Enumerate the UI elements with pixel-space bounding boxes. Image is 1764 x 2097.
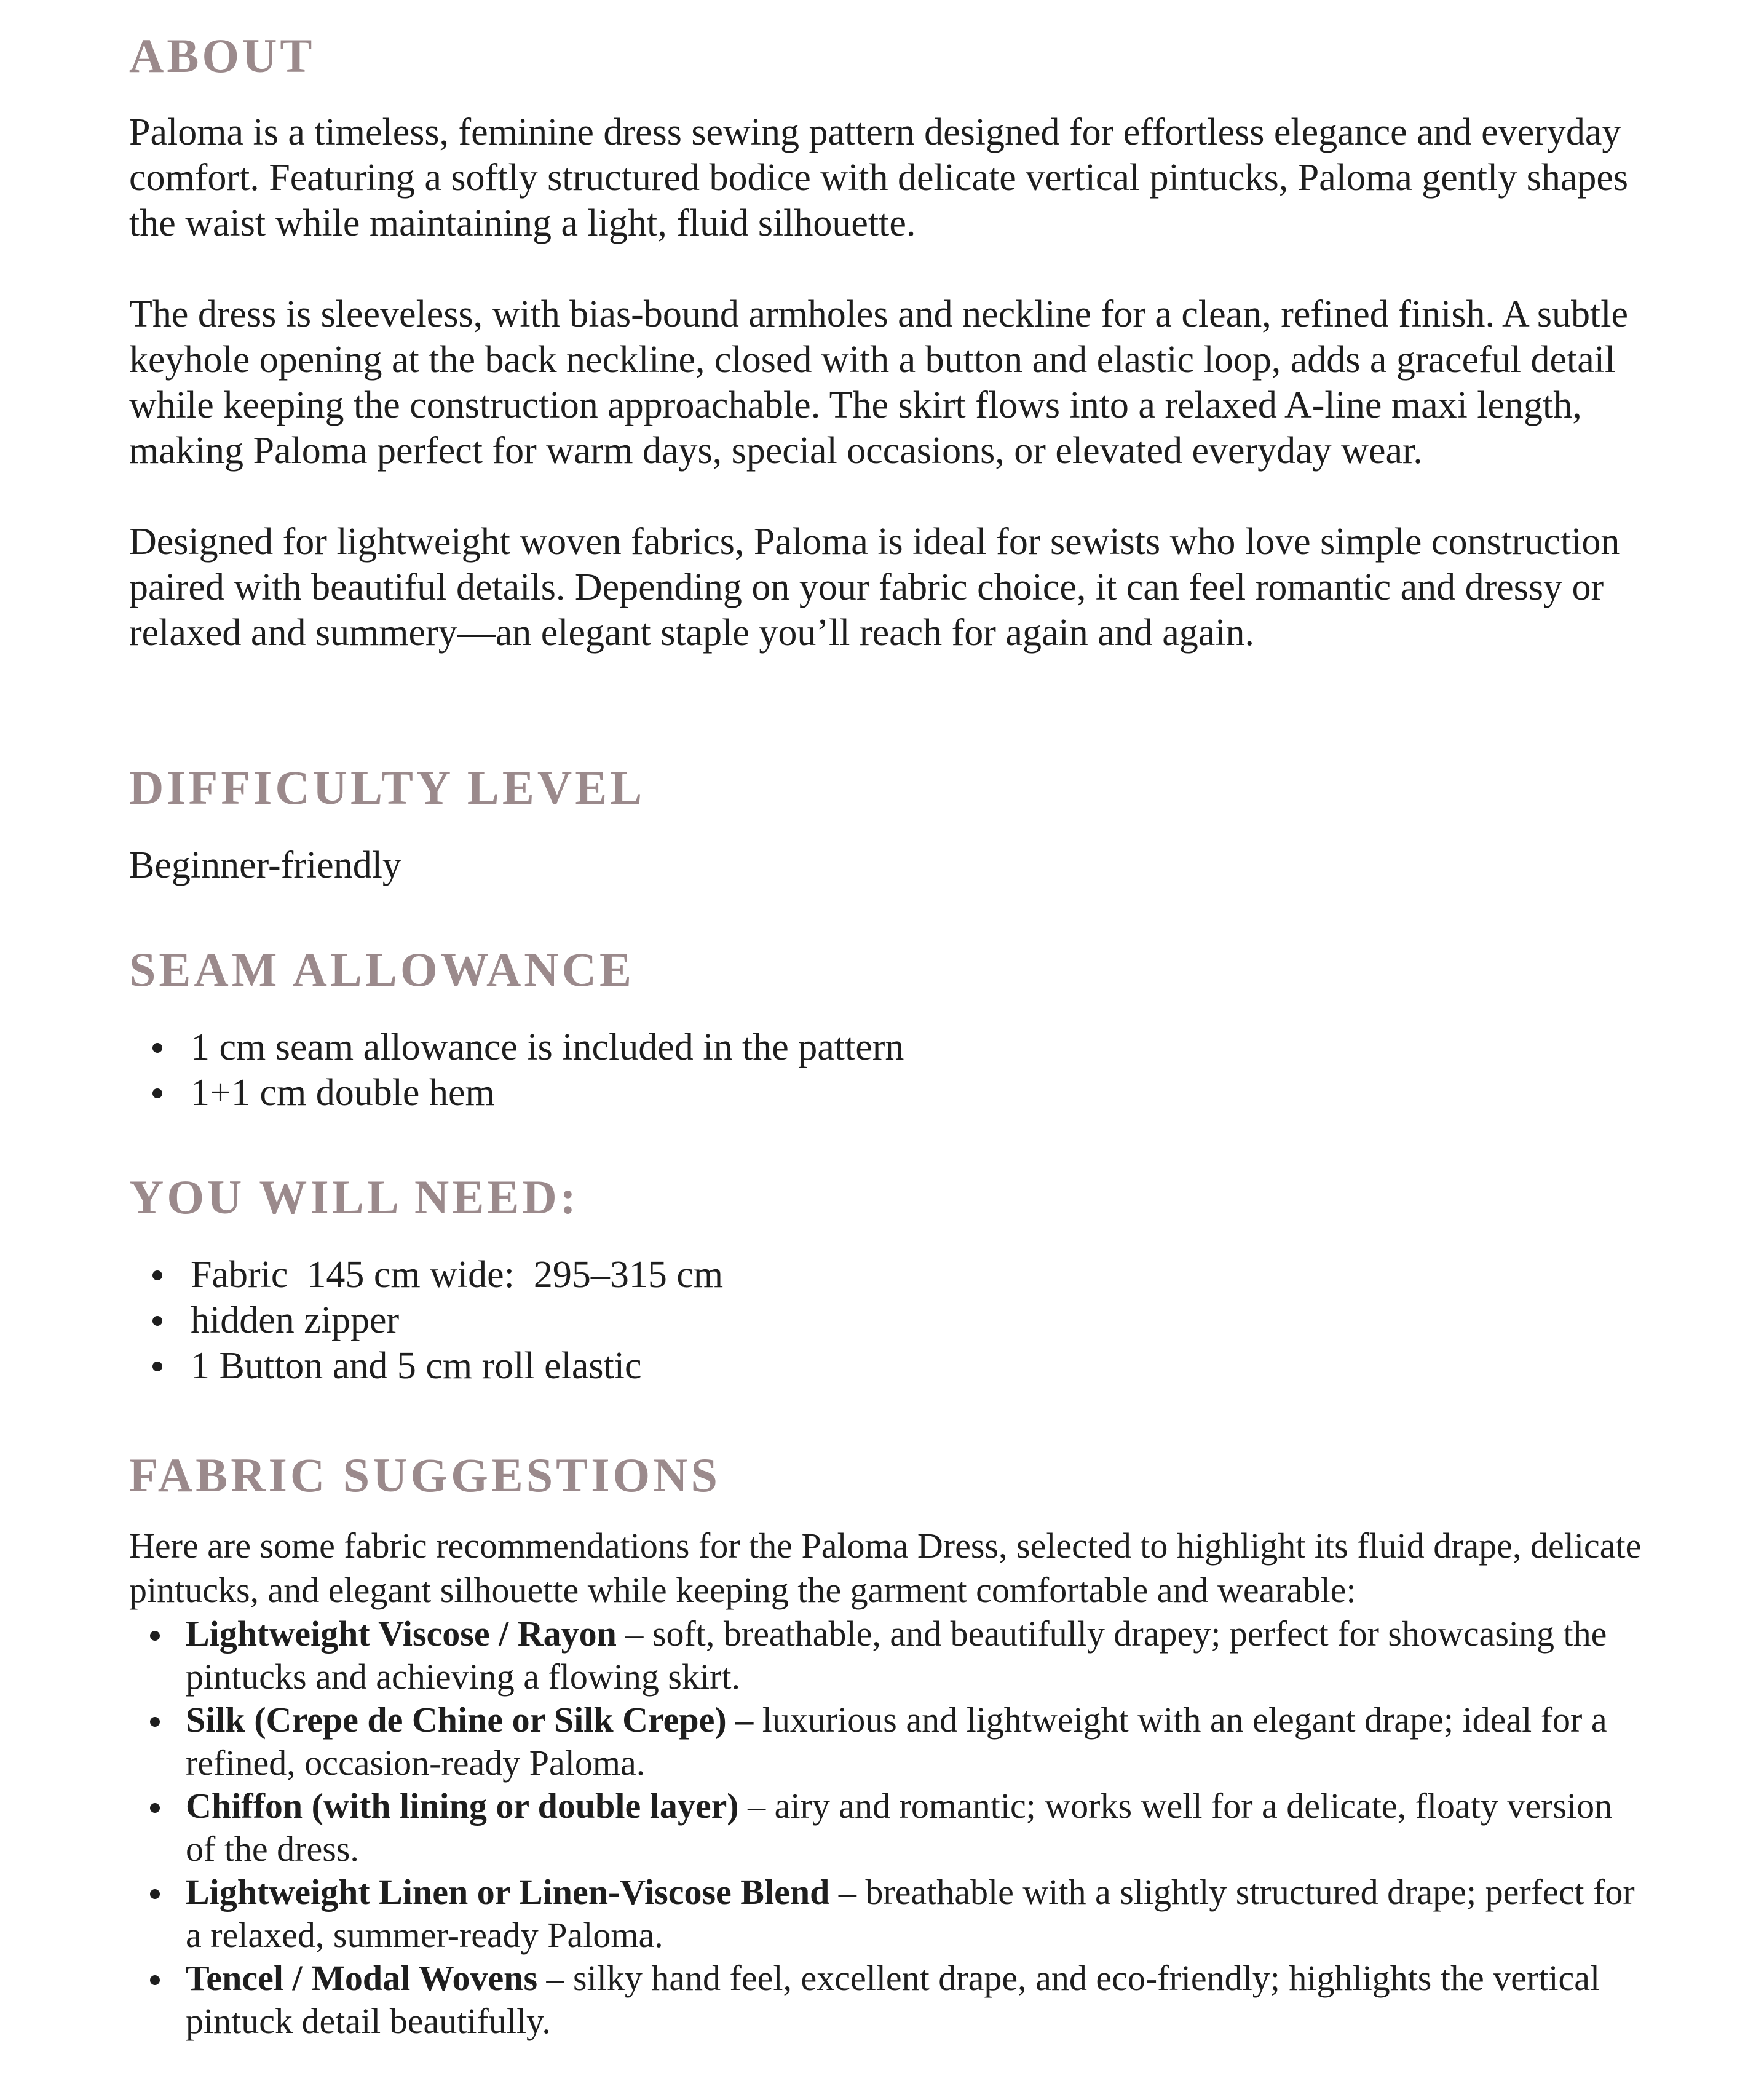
about-paragraph-2: The dress is sleeveless, with bias-bound armholes and neckline for a clean, refined finish. A subtle keyhole opening at the back neckline, closed with a button and elastic loop, adds a graceful detail while keeping the construction approachable. The skirt flows into a relaxed A-line maxi length, making Paloma perfect for warm days, special occasions, or elevated everyday wear.: [129, 293, 1629, 472]
fabric-name: Lightweight Viscose / Rayon: [186, 1614, 617, 1654]
difficulty-text: Beginner-friendly: [129, 844, 401, 886]
list-item: [129, 1957, 1642, 2043]
fabric-name: Silk (Crepe de Chine or Silk Crepe) –: [186, 1700, 754, 1740]
about-paragraph-1: Paloma is a timeless, feminine dress sewing pattern designed for effortless elegance and everyday comfort. Featuring a softly structured bodice with delicate vertical pintucks, Paloma gently shapes the waist while maintaining a light, fluid silhouette.: [129, 111, 1628, 244]
bullet-icon: [152, 1362, 162, 1371]
bullet-icon: [152, 1316, 162, 1326]
bullet-icon: [152, 1043, 162, 1053]
about-heading: ABOUT: [129, 29, 315, 82]
list-item: 1+1 cm double hem: [129, 1070, 1642, 1116]
you-will-need-list: [129, 1252, 1642, 1389]
list-item: [129, 1612, 1642, 1699]
bullet-icon: [152, 1270, 162, 1280]
fabric-name: Chiffon (with lining or double layer): [186, 1786, 739, 1826]
fabric-description: luxurious and lightweight with an elegant drape; ideal for a refined, occasion-ready Paloma.: [186, 1700, 1607, 1783]
fabric-description: – airy and romantic; works well for a delicate, floaty version of the dress.: [186, 1786, 1613, 1869]
list-item: Fabric 145 cm wide: 295–315 cm: [129, 1252, 1642, 1298]
bullet-icon: [150, 1803, 160, 1813]
fabric-suggestions-heading: FABRIC SUGGESTIONS: [129, 1448, 721, 1502]
fabric-description: – silky hand feel, excellent drape, and eco-friendly; highlights the vertical pintuck detail beautifully.: [186, 1958, 1600, 2041]
bullet-icon: [150, 1717, 160, 1727]
bullet-icon: [150, 1975, 160, 1985]
fabric-suggestions-list: [129, 1612, 1642, 2043]
fabric-description: – soft, breathable, and beautifully drapey; perfect for showcasing the pintucks and achieving a flowing skirt.: [186, 1614, 1607, 1697]
fabric-intro: Here are some fabric recommendations for the Paloma Dress, selected to highlight its fluid drape, delicate pintucks, and elegant silhouette while keeping the garment comfortable and wearable:: [129, 1526, 1642, 1610]
list-item: [129, 1699, 1642, 1785]
bullet-icon: [152, 1088, 162, 1098]
bullet-icon: [150, 1889, 160, 1899]
list-item: 1 cm seam allowance is included in the pattern: [129, 1025, 1642, 1070]
bullet-icon: [150, 1631, 160, 1641]
list-item: 1 Button and 5 cm roll elastic: [129, 1343, 1642, 1389]
about-paragraph-3: Designed for lightweight woven fabrics, Paloma is ideal for sewists who love simple construction paired with beautiful details. Depending on your fabric choice, it can feel romantic and dressy or relaxed and summery—an elegant staple you’ll reach for again and again.: [129, 521, 1620, 654]
list-item: [129, 1871, 1642, 1957]
seam-allowance-list: [129, 1025, 1642, 1116]
list-item: [129, 1785, 1642, 1871]
you-will-need-heading: YOU WILL NEED:: [129, 1170, 579, 1224]
difficulty-heading: DIFFICULTY LEVEL: [129, 761, 646, 814]
fabric-name: Tencel / Modal Wovens: [186, 1958, 538, 1998]
fabric-name: Lightweight Linen or Linen-Viscose Blend: [186, 1872, 830, 1912]
seam-allowance-heading: SEAM ALLOWANCE: [129, 943, 635, 996]
fabric-description: – breathable with a slightly structured drape; perfect for a relaxed, summer-ready Paloma.: [186, 1872, 1635, 1955]
list-item: hidden zipper: [129, 1298, 1642, 1343]
